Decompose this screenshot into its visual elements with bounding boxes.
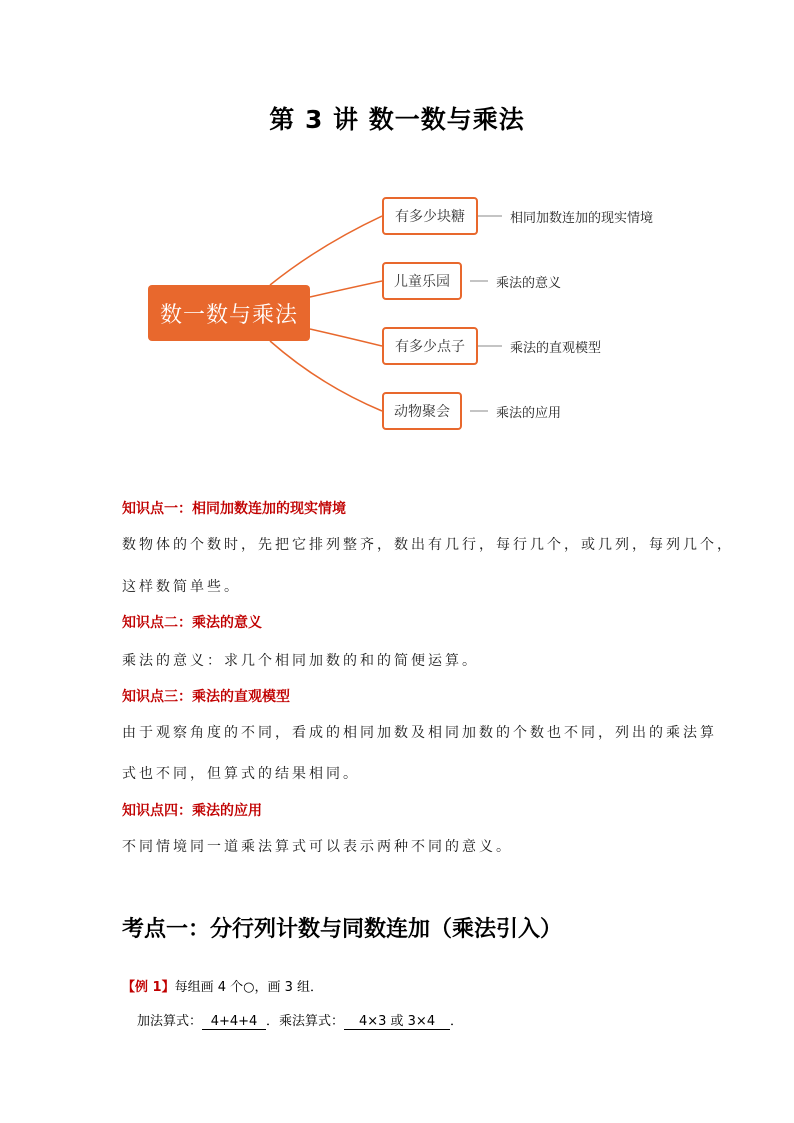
mind-map-root: 数一数与乘法 — [148, 285, 310, 341]
multiplication-label: ．乘法算式： — [266, 1014, 345, 1029]
branch-detail-3: 乘法的直观模型 — [510, 341, 602, 356]
knowledge-text-3b: 式也不同，但算式的结果相同。 — [122, 766, 360, 782]
branch-node-2: 儿童乐园 — [382, 262, 462, 300]
knowledge-text-1b: 这样数简单些。 — [122, 579, 241, 595]
knowledge-heading-4: 知识点四：乘法的应用 — [122, 803, 262, 819]
page-title: 第 3 讲 数一数与乘法 — [269, 105, 525, 134]
example-text: 每组画 4 个○，画 3 组． — [174, 980, 323, 995]
connector-3 — [310, 329, 382, 346]
knowledge-text-4: 不同情境同一道乘法算式可以表示两种不同的意义。 — [122, 839, 513, 855]
mind-map — [140, 185, 680, 445]
knowledge-text-1a: 数物体的个数时，先把它排列整齐，数出有几行，每行几个，或几列，每列几个， — [122, 537, 734, 553]
knowledge-heading-3: 知识点三：乘法的直观模型 — [122, 689, 290, 705]
knowledge-text-3a: 由于观察角度的不同，看成的相同加数及相同加数的个数也不同，列出的乘法算 — [122, 725, 717, 741]
connector-4 — [270, 341, 382, 411]
connector-1 — [270, 216, 382, 285]
answer-end-mark: ． — [450, 1014, 464, 1029]
branch-detail-2: 乘法的意义 — [496, 276, 562, 291]
knowledge-text-2: 乘法的意义：求几个相同加数的和的简便运算。 — [122, 653, 479, 669]
branch-node-3: 有多少点子 — [382, 327, 478, 365]
knowledge-heading-1: 知识点一：相同加数连加的现实情境 — [122, 501, 346, 517]
example-tag: 【例 1】 — [122, 980, 175, 995]
example-answers — [137, 1010, 463, 1030]
branch-node-1: 有多少块糖 — [382, 197, 478, 235]
section-title: 考点一：分行列计数与同数连加（乘法引入） — [122, 917, 563, 942]
branch-detail-1: 相同加数连加的现实情境 — [510, 211, 654, 226]
addition-label: 加法算式： — [137, 1014, 203, 1029]
connector-2 — [310, 281, 382, 297]
branch-node-4: 动物聚会 — [382, 392, 462, 430]
addition-answer: 4+4+4 — [202, 1014, 266, 1030]
knowledge-heading-2: 知识点二：乘法的意义 — [122, 615, 262, 631]
example-question — [122, 976, 323, 995]
branch-detail-4: 乘法的应用 — [496, 406, 562, 421]
multiplication-answer: 4×3 或 3×4 — [344, 1010, 450, 1030]
